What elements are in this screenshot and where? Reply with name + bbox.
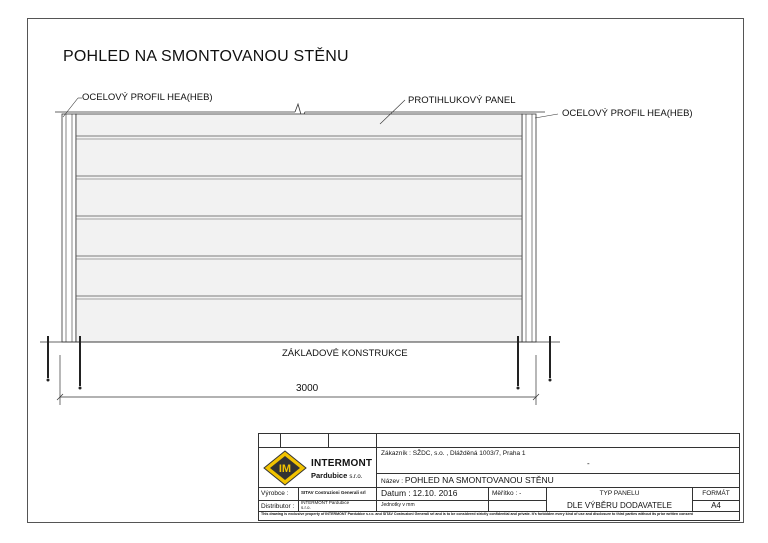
- tb-strip-cell: [329, 434, 377, 448]
- panel-type-label: TYP PANELU: [547, 488, 693, 501]
- distributor-label: Distributor :: [259, 501, 299, 512]
- tb-strip-cell: [377, 434, 739, 448]
- panel-type-value: DLE VÝBĚRU DODAVATELE: [547, 501, 693, 512]
- name-label: Název :: [381, 478, 404, 485]
- scale-label: Měřítko :: [492, 490, 518, 497]
- tb-empty-cell: [489, 501, 547, 512]
- anchor-bolts: [48, 336, 550, 386]
- units-note: Jednotky v mm: [377, 501, 489, 512]
- company-city: [311, 472, 362, 481]
- scale-value: -: [519, 490, 522, 497]
- company-logo-cell: [259, 448, 377, 488]
- customer-label: Zákazník :: [381, 450, 411, 457]
- dash-mark: -: [587, 459, 590, 468]
- label-base: ZÁKLADOVÉ KONSTRUKCE: [282, 348, 408, 359]
- noise-panels: [76, 114, 522, 342]
- leader-right-profile: [535, 114, 558, 118]
- drawing-title: POHLED NA SMONTOVANOU STĚNU: [63, 48, 349, 65]
- tb-strip-cell: [281, 434, 329, 448]
- date-value: 12.10. 2016: [412, 488, 458, 498]
- company-name: INTERMONT: [311, 458, 373, 469]
- format-label: FORMÁT: [693, 488, 739, 501]
- label-left-profile: OCELOVÝ PROFIL HEA(HEB): [82, 92, 213, 103]
- logo-mark-text: IM: [278, 463, 292, 475]
- name-value: POHLED NA SMONTOVANOU STĚNU: [404, 475, 554, 485]
- title-block: [258, 433, 740, 521]
- company-logo-icon: [263, 450, 307, 486]
- customer-cell: [377, 448, 739, 474]
- dimension-line: [57, 355, 539, 405]
- label-right-profile: OCELOVÝ PROFIL HEA(HEB): [562, 108, 693, 119]
- scale-cell: [489, 488, 547, 501]
- date-label: Datum :: [381, 488, 411, 498]
- manufacturer-value: SITAV Costruzioni Generali srl: [299, 488, 377, 501]
- company-city-name: Pardubice: [311, 471, 348, 480]
- left-steel-column: [62, 114, 76, 342]
- label-panel: PROTIHLUKOVÝ PANEL: [408, 95, 516, 106]
- manufacturer-label: Výrobce :: [259, 488, 299, 501]
- customer-value: SŽDC, s.o. , Dlážděná 1003/7, Praha 1: [412, 450, 526, 457]
- tb-strip-cell: [259, 434, 281, 448]
- right-steel-column: [522, 114, 536, 342]
- company-suffix: s.r.o.: [349, 474, 363, 480]
- dimension-value: 3000: [296, 383, 319, 394]
- distributor-value-2: s.r.o.: [301, 504, 311, 510]
- format-value: A4: [693, 501, 739, 512]
- distributor-value-1: INTERMONT Pardubice: [301, 500, 350, 505]
- distributor-value: [299, 501, 377, 512]
- date-cell: [377, 488, 489, 501]
- confidentiality-note: This drawing is exclusive property of INTERMONT Pardubice s.r.o. and SITAV Costruzioni Generali srl and is to be considered strictly confidential and private. It's forbidden every kind of use and disclosure to third parties without its prior written consent: [261, 512, 693, 516]
- name-cell: [377, 474, 739, 488]
